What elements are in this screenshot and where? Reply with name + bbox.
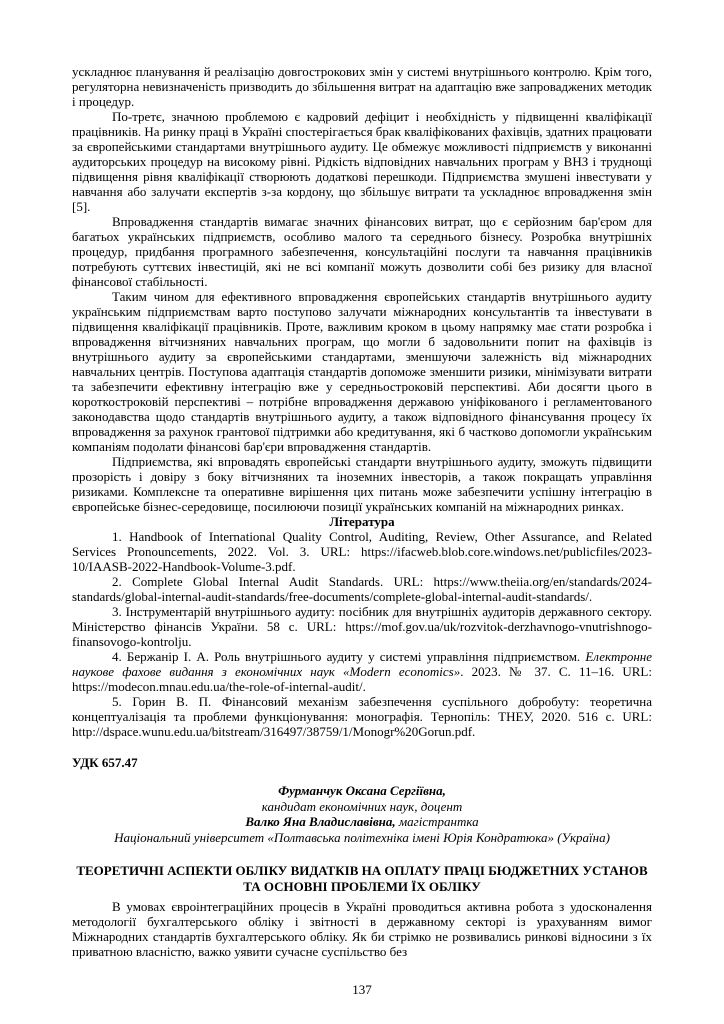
reference-journal-name: Електронне наукове фахове видання з економічних наук «Modern economics» (72, 649, 652, 679)
body-paragraph: Таким чином для ефективного впровадження європейських стандартів внутрішнього аудиту українським підприємствам варто поступово залучати міжнародних консультантів та інвестувати в підвищення кваліфікації працівників. Проте, важливим кроком в цьому напрямку має стати розробка і впровадження вітчизняних навчальних програм, що могли б задовольнити попит на фахівців із внутрішнього аудиту за європейськими стандартами, зменшуючи залежність від міжнародних навчальних центрів. Поступова адаптація стандартів допоможе зменшити ризики, мінімізувати витрати та забезпечити ефективну інтеграцію вже у середньостроковій перспективі. Аби досягти цього в короткостроковій перспективі – потрібне впровадження державою уніфікованого і регламентованого законодавства щодо стандартів внутрішнього аудиту, а також відповідного фінансування процесу їх впровадження за рахунок грантової підтримки або кредитування, які б частково допомогли українським компаніям подолати фінансові бар'єри впровадження стандартів. (72, 289, 652, 454)
article-title: ТЕОРЕТИЧНІ АСПЕКТИ ОБЛІКУ ВИДАТКІВ НА ОПЛАТУ ПРАЦІ БЮДЖЕТНИХ УСТАНОВ ТА ОСНОВНІ ПРОБЛЕМИ ЇХ ОБЛІКУ (76, 863, 648, 894)
reference-item (72, 649, 652, 694)
author-role: кандидат економічних наук, доцент (261, 798, 463, 814)
affiliation-line (72, 830, 652, 846)
author-line (72, 814, 652, 830)
reference-text: 2. Complete Global Internal Audit Standards. URL: https://www.theiia.org/en/standards/2024-standards/global-internal-audit-standards/free-documents/complete-global-internal-audit-standards/. (72, 574, 652, 604)
reference-text: 4. Бержанір І. А. Роль внутрішнього аудиту у системі управління підприємством. (112, 649, 586, 664)
page-number: 137 (352, 982, 372, 997)
body-paragraph: Підприємства, які впровадять європейські стандарти внутрішнього аудиту, зможуть підвищити прозорість і довіру з боку вітчизняних та іноземних інвесторів, а також покращать управління ризиками. Комплексне та оперативне вирішення цих питань може забезпечити успішну інтеграцію в європейське бізнес-середовище, посилюючи позиції українських компаній на міжнародних ринках. (72, 454, 652, 514)
reference-item (72, 574, 652, 604)
reference-text: 5. Горин В. П. Фінансовий механізм забезпечення суспільного добробуту: теоретична концептуалізація та проблеми функціонування: монографія. Тернопіль: ТНЕУ, 2020. 516 с. URL: http://dspace.wunu.edu.ua/bitstream/316497/38759/1/Monogr%20Gorun.pdf. (72, 694, 652, 739)
reference-item (72, 529, 652, 574)
reference-item (72, 694, 652, 739)
author-role-line (72, 799, 652, 815)
author-block (72, 783, 652, 845)
literature-heading: Література (329, 514, 395, 529)
reference-text: 1. Handbook of International Quality Control, Auditing, Review, Other Assurance, and Related Services Pronouncements, 2022. Vol. 3. URL: https://ifacweb.blob.core.windows.net/publicfiles/2023-10/IAASB-2022-Handbook-Volume-3.pdf. (72, 529, 652, 574)
body-paragraph: По-третє, значною проблемою є кадровий дефіцит і необхідність у підвищенні кваліфікації працівників. На ринку праці в Україні спостерігається брак кваліфікованих фахівців, здатних працювати за європейськими стандартами внутрішнього аудиту. Це обмежує можливості підприємств у виконанні аудиторських процедур на високому рівні. Рідкість відповідних навчальних програм у ВНЗ і труднощі підвищення рівня кваліфікації створюють додаткові перешкоди. Підприємства змушені інвестувати у навчання або залучати експертів з-за кордону, що збільшує витрати та ускладнює впровадження змін [5]. (72, 109, 652, 214)
author-role: магістрантка (395, 814, 479, 829)
reference-text: . 2023. № 37. С. 11–16. URL: https://modecon.mnau.edu.ua/the-role-of-internal-audit/. (72, 664, 652, 694)
body-paragraph: ускладнює планування й реалізацію довгострокових змін у системі внутрішнього контролю. Крім того, регуляторна невизначеність призводить до збільшення витрат на адаптацію вже запроваджених методик і процедур. (72, 64, 652, 109)
reference-item (72, 604, 652, 649)
affiliation: Національний університет «Полтавська політехніка імені Юрія Кондратюка» (Україна) (114, 829, 610, 845)
body-paragraph: Впровадження стандартів вимагає значних фінансових витрат, що є серйозним бар'єром для багатьох українських підприємств, особливо малого та середнього бізнесу. Розробка внутрішніх процедур, придбання програмного забезпечення, консультаційні послуги та навчання працівників потребують суттєвих інвестицій, які не всі компанії можуть дозволити собі без ризику для власної фінансової стабільності. (72, 214, 652, 289)
udc-code: УДК 657.47 (72, 755, 138, 770)
author-name: Валко Яна Владиславівна, (245, 814, 396, 829)
reference-text: 3. Інструментарій внутрішнього аудиту: посібник для внутрішніх аудиторів державного сектору. Міністерство фінансів України. 58 с. URL: https://mof.gov.ua/uk/rozvitok-derzhavnogo-vnutrishnogo-finansovogo-kontrolju. (72, 604, 652, 649)
article-body (72, 64, 652, 514)
author-line (72, 783, 652, 799)
reference-list (72, 529, 652, 739)
intro-paragraph: В умовах євроінтеграційних процесів в Україні проводиться активна робота з удосконалення методології бухгалтерського обліку і звітності в державному секторі із урахуванням вимог Міжнародних стандартів бухгалтерського обліку. Як би стрімко не розвивались ринкові відносини з їх приватною власністю, важко уявити сучасне суспільство без (72, 899, 652, 959)
author-name: Фурманчук Оксана Сергіївна, (278, 783, 446, 798)
